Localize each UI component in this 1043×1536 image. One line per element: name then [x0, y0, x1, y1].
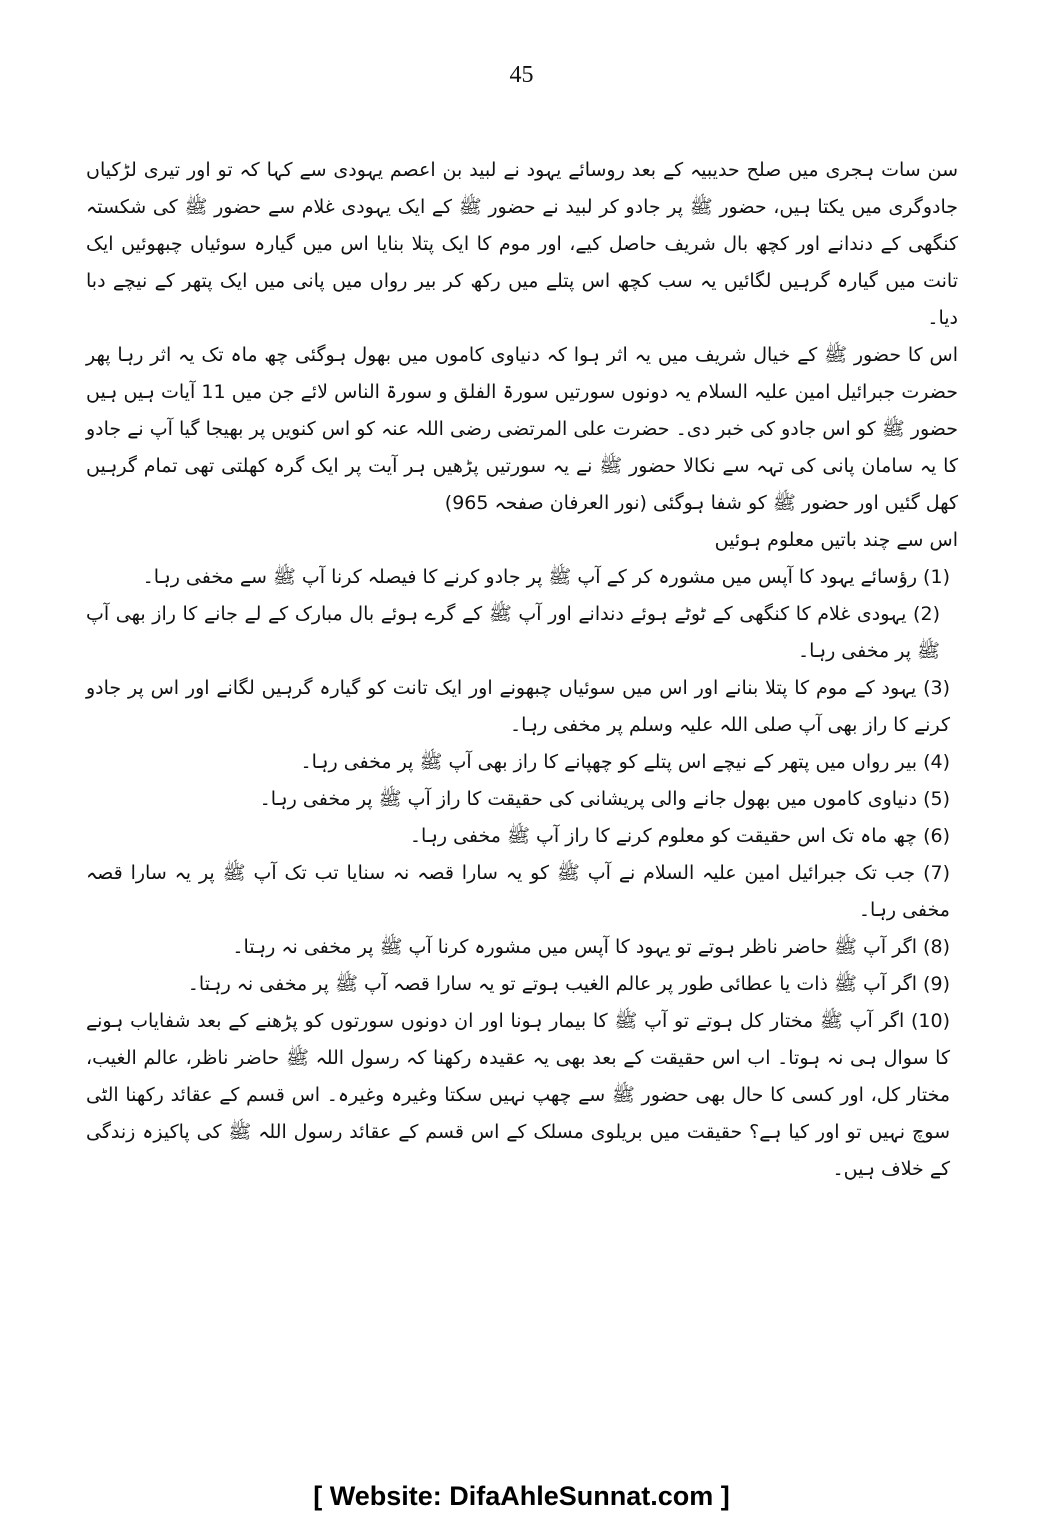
paragraph-effect: اس کا حضور ﷺ کے خیال شریف میں یہ اثر ہوا کہ دنیاوی کاموں میں بھول ہوگئی چھ ماہ تک یہ اثر رہا پھر حضرت جبرائیل امین علیہ السلام یہ دونوں سورتیں سورۃ الفلق و سورۃ الناس لائے جن میں 11 آیات ہیں ہیں حضور ﷺ کو اس جادو کی خبر دی۔ حضرت علی المرتضی رضی اللہ عنہ کو اس کنویں پر بھیجا گیا آپ نے جادو کا یہ سامان پانی کی تہہ سے نکالا حضور ﷺ نے یہ سورتیں پڑھیں ہر آیت پر ایک گرہ کھلتی تھی تمام گرہیں کھل گئیں اور حضور ﷺ کو شفا ہوگئی (نور العرفان صفحہ 965)	[86, 344, 958, 514]
paragraph-conclusions-heading: اس سے چند باتیں معلوم ہوئیں	[714, 529, 958, 551]
list-item-5: (5) دنیاوی کاموں میں بھول جانے والی پریشانی کی حقیقت کا راز آپ ﷺ پر مخفی رہا۔	[259, 788, 950, 810]
list-item-7: (7) جب تک جبرائیل امین علیہ السلام نے آپ ﷺ کو یہ سارا قصہ نہ سنایا تب تک آپ ﷺ پر یہ سارا قصہ مخفی رہا۔	[86, 862, 950, 921]
body-text	[86, 152, 958, 1188]
list-item-6: (6) چھ ماہ تک اس حقیقت کو معلوم کرنے کا راز آپ ﷺ مخفی رہا۔	[409, 825, 950, 847]
list-item-10: (10) اگر آپ ﷺ مختار کل ہوتے تو آپ ﷺ کا بیمار ہونا اور ان دونوں سورتوں کو پڑھنے کے بعد شفایاب ہونے کا سوال ہی نہ ہوتا۔ اب اس حقیقت کے بعد بھی یہ عقیدہ رکھنا کہ رسول اللہ ﷺ حاضر ناظر، عالم الغیب، مختار کل، اور کسی کا حال بھی حضور ﷺ سے چھپ نہیں سکتا وغیرہ وغیرہ۔ اس قسم کے عقائد رکھنا الٹی سوچ نہیں تو اور کیا ہے؟ حقیقت میں بریلوی مسلک کے اس قسم کے عقائد رسول اللہ ﷺ کی پاکیزہ زندگی کے خلاف ہیں۔	[86, 1010, 950, 1180]
paragraph-intro: سن سات ہجری میں صلح حدیبیہ کے بعد روسائے یہود نے لبید بن اعصم یہودی سے کہا کہ تو اور تیری لڑکیاں جادوگری میں یکتا ہیں، حضور ﷺ پر جادو کر لبید نے حضور ﷺ کے ایک یہودی غلام سے حضور ﷺ کی شکستہ کنگھی کے دندانے اور کچھ بال شریف حاصل کیے، اور موم کا ایک پتلا بنایا اس میں گیارہ سوئیاں چبھوئیں ایک تانت میں گیارہ گرہیں لگائیں یہ سب کچھ اس پتلے میں رکھ کر بیر رواں میں پانی میں ایک پتھر کے نیچے دبا دیا۔	[86, 159, 958, 329]
list-item-4: (4) بیر رواں میں پتھر کے نیچے اس پتلے کو چھپانے کا راز بھی آپ ﷺ پر مخفی رہا۔	[300, 751, 950, 773]
website-footer: [ Website: DifaAhleSunnat.com ]	[313, 1481, 730, 1511]
page-number: 45	[509, 62, 534, 88]
list-item-8: (8) اگر آپ ﷺ حاضر ناظر ہوتے تو یہود کا آپس میں مشورہ کرنا آپ ﷺ پر مخفی نہ رہتا۔	[232, 936, 950, 958]
list-item-1: (1) رؤسائے یہود کا آپس میں مشورہ کر کے آپ ﷺ پر جادو کرنے کا فیصلہ کرنا آپ ﷺ سے مخفی رہا۔	[142, 566, 950, 588]
list-item-9: (9) اگر آپ ﷺ ذات یا عطائی طور پر عالم الغیب ہوتے تو یہ سارا قصہ آپ ﷺ پر مخفی نہ رہتا۔	[187, 973, 950, 995]
list-item-2: (2) یہودی غلام کا کنگھی کے ٹوٹے ہوئے دندانے اور آپ ﷺ کے گرے ہوئے بال مبارک کے لے جانے کا راز بھی آپ ﷺ پر مخفی رہا۔	[86, 603, 940, 662]
list-item-3: (3) یہود کے موم کا پتلا بنانے اور اس میں سوئیاں چبھونے اور ایک تانت کو گیارہ گرہیں لگانے اور اس پر جادو کرنے کا راز بھی آپ صلی اللہ علیہ وسلم پر مخفی رہا۔	[86, 677, 950, 736]
